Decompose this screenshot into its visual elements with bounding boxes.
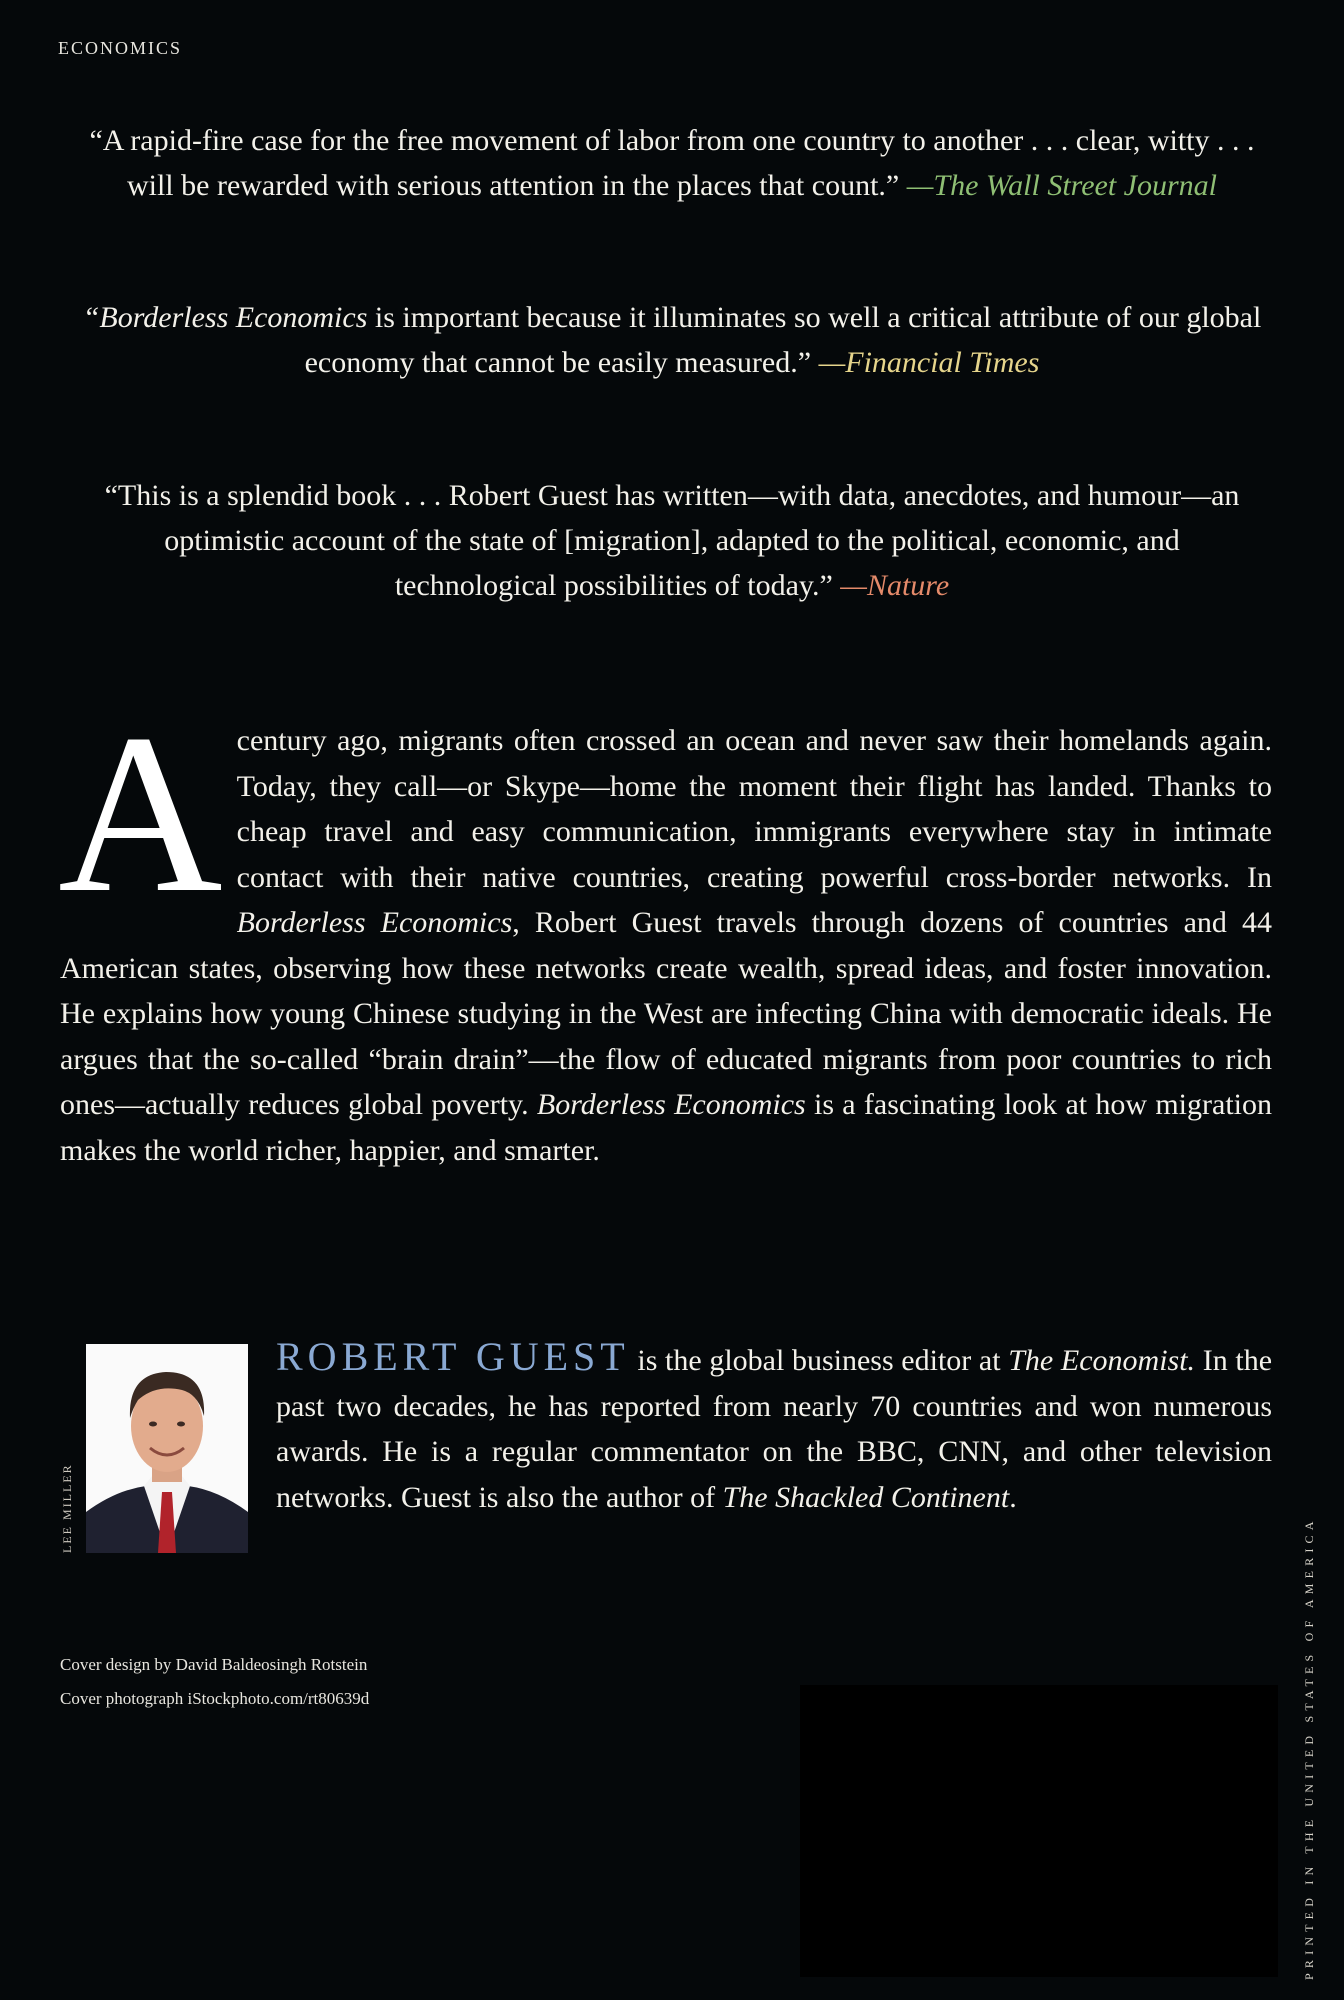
cover-photo-credit: Cover photograph iStockphoto.com/rt80639d <box>60 1689 370 1708</box>
author-portrait-icon <box>86 1344 248 1553</box>
book-description <box>58 688 1272 1173</box>
quote-source: —Nature <box>840 569 950 602</box>
cover-credits <box>60 1648 369 1716</box>
description-book-title: Borderless Economics <box>236 906 513 939</box>
description-text: , Robert Guest travels through dozens of countries and 44 American states, observing how these networks create wealth, spread ideas, and foster innovation. He explains how young Chinese studying in the West are infecting China with democratic ideals. He argues that the so-called “brain drain”—the flow of educated migrants from poor countries to rich ones—actually reduces global poverty. <box>60 906 1272 1121</box>
quote-text: “This is a splendid book . . . Robert Guest has written—with data, anecdotes, and humour—an optimistic account of the state of [migration], adapted to the political, economic, and technological possibilities of today.” <box>104 479 1240 602</box>
quote-text: is important because it illuminates so well a critical attribute of our global economy that cannot be easily measured.” <box>304 301 1262 379</box>
review-quote-wsj <box>80 118 1264 208</box>
author-bio <box>276 1334 1272 1520</box>
quote-book-title: “Borderless Economics <box>82 301 368 334</box>
review-quote-ft <box>80 295 1264 385</box>
author-photo <box>86 1344 248 1553</box>
barcode-area <box>800 1685 1278 1977</box>
category-label: ECONOMICS <box>58 38 183 58</box>
bio-text: In the past two decades, he has reported from nearly 70 countries and won numerous awards. He is a regular commentator on the BBC, CNN, and other television networks. Guest is also the author of <box>276 1344 1273 1514</box>
printed-notice: PRINTED IN THE UNITED STATES OF AMERICA <box>1302 1516 1316 1980</box>
review-quote-nature <box>80 473 1264 608</box>
author-name: ROBERT GUEST <box>276 1334 630 1379</box>
bio-publication: The Economist. <box>1008 1344 1196 1377</box>
quote-text: “A rapid-fire case for the free movement of labor from one country to another . . . clear, witty . . . will be rewarded with serious attention in the places that count.” <box>89 124 1255 202</box>
bio-book-title: The Shackled Continent <box>722 1480 1010 1514</box>
drop-cap: A <box>58 688 223 940</box>
photo-credit: LEE MILLER <box>60 1463 74 1553</box>
cover-design-credit: Cover design by David Baldeosingh Rotstein <box>60 1655 368 1674</box>
description-text: century ago, migrants often crossed an ocean and never saw their homelands again. Today, they call—or Skype—home the moment their flight has landed. Thanks to cheap travel and easy communication, immigrants everywhere stay in intimate contact with their native countries, creating powerful cross-border networks. In <box>236 724 1272 894</box>
bio-text: . <box>1009 1480 1017 1514</box>
quote-source: —Financial Times <box>818 346 1040 379</box>
quote-source: —The Wall Street Journal <box>906 169 1218 202</box>
description-text: is a fascinating look at how migration makes the world richer, happier, and smarter. <box>60 1088 1272 1167</box>
bio-text: is the global business editor at <box>629 1344 1009 1377</box>
description-book-title: Borderless Economics <box>536 1088 806 1121</box>
